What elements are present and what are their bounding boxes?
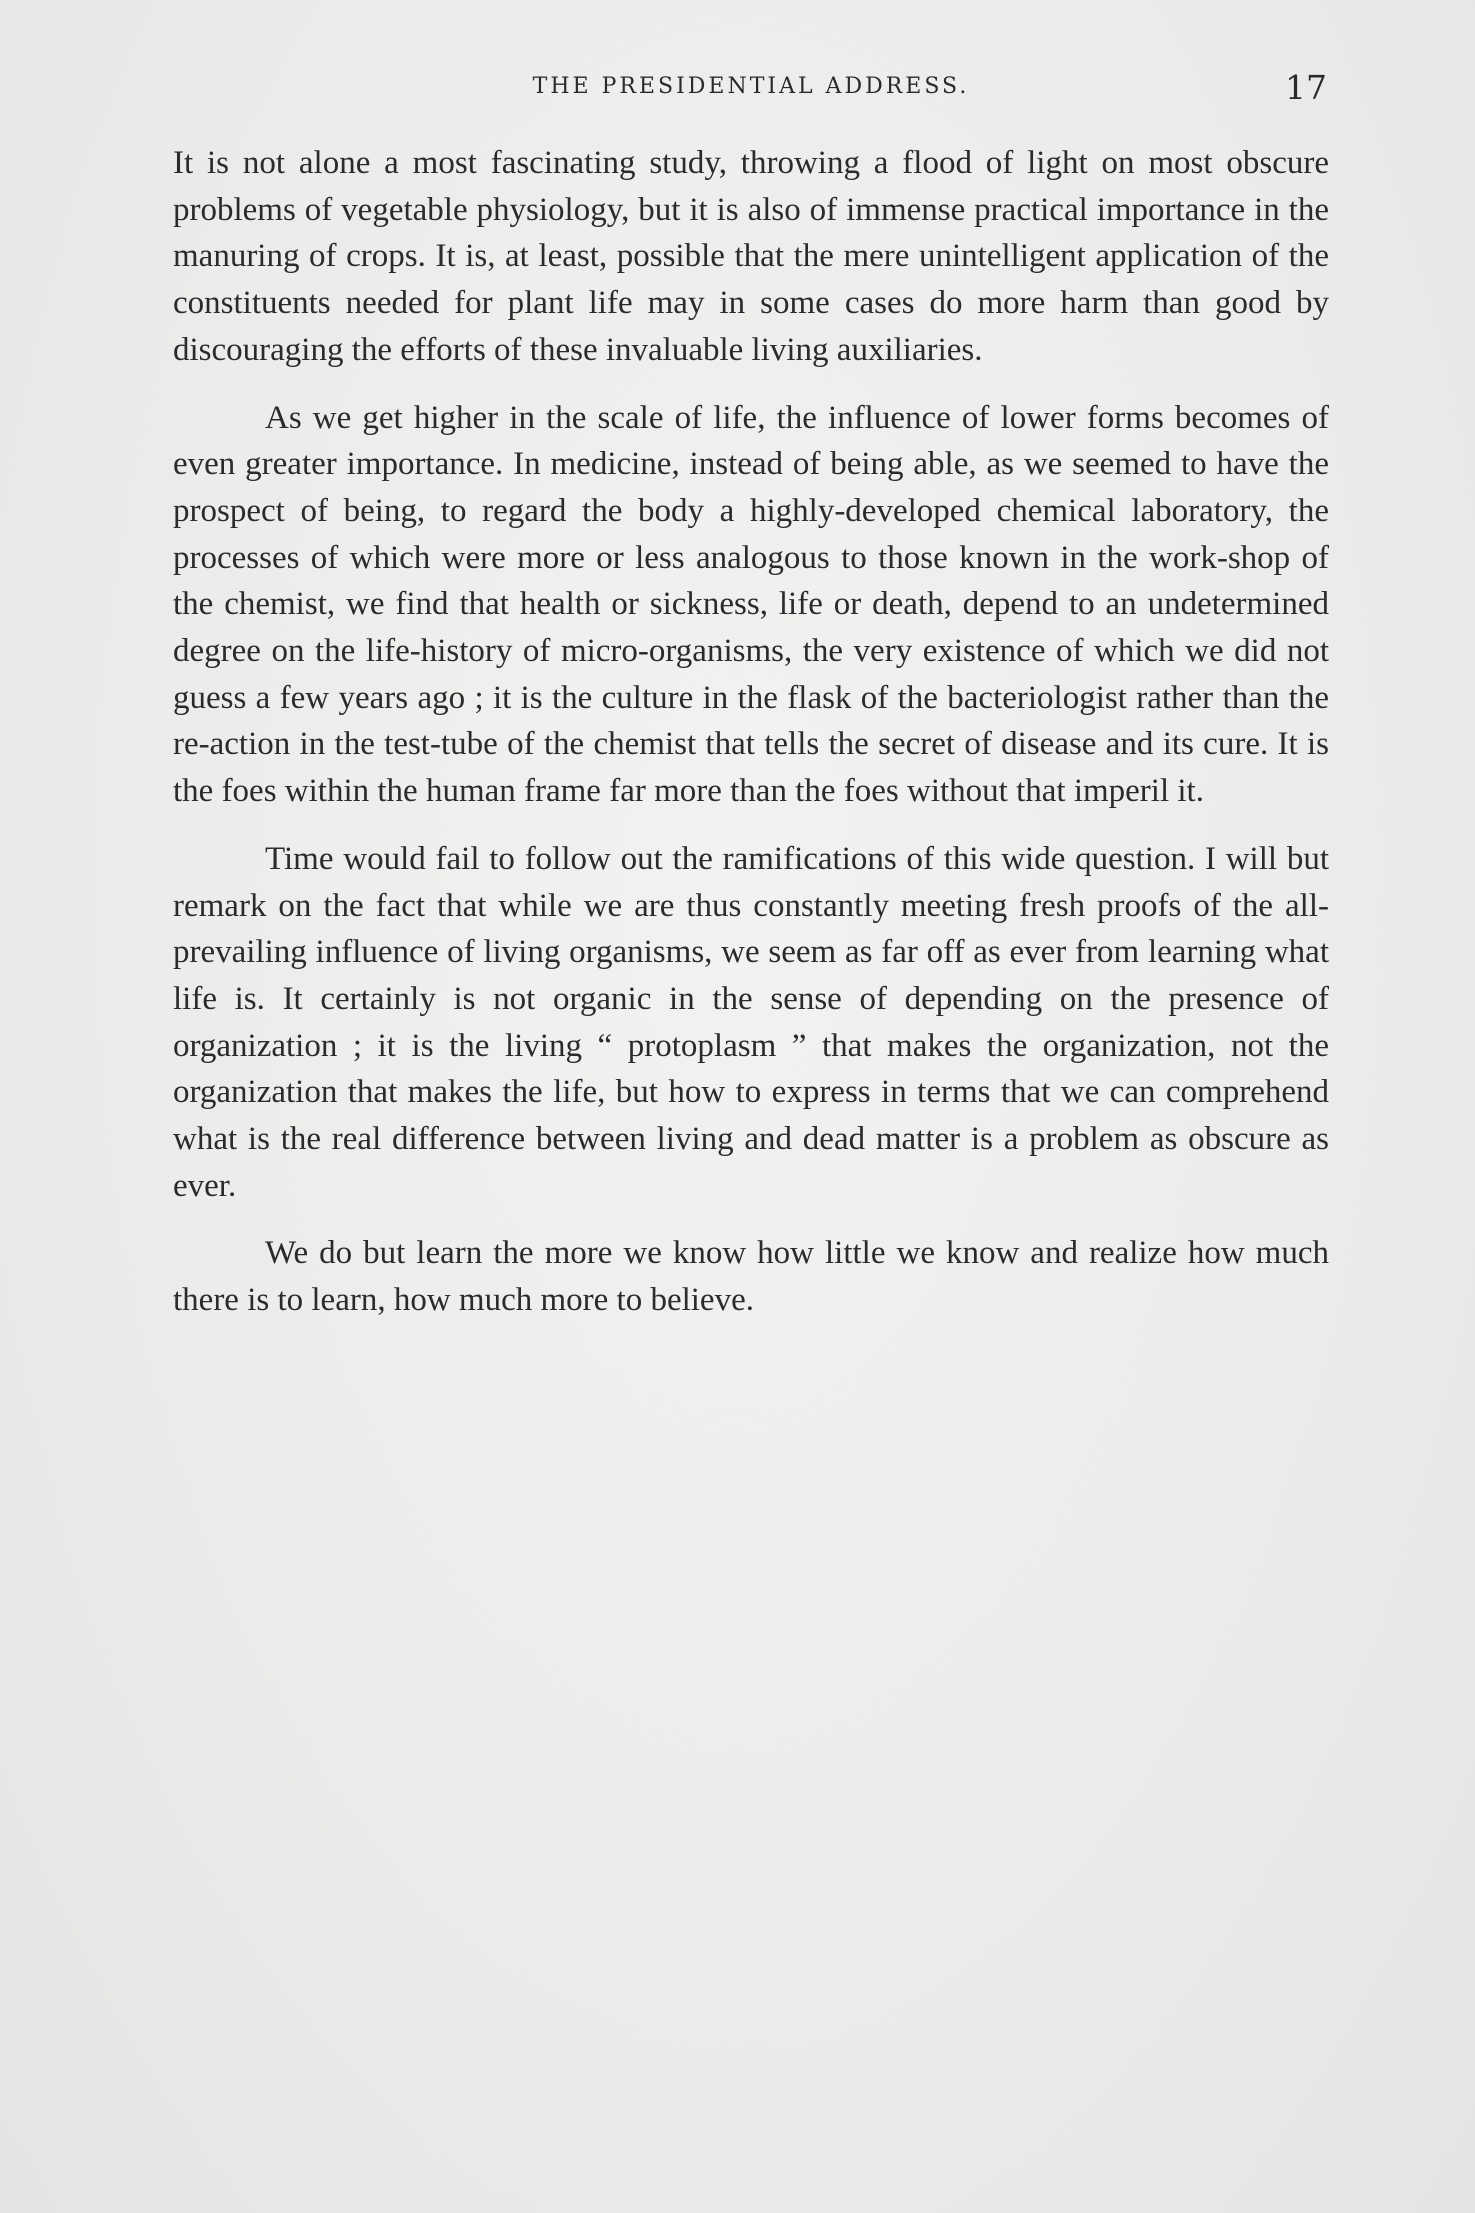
paragraph-microorganisms-crops: It is not alone a most fascinating study, throwing a flood of light on most obscure problems of vegetable physiology, but it is also of immense practical importance in the manuring of crops. It is, at least, possible that the mere unintelligent application of the constituents needed for plant life may in some cases do more harm than good by discouraging the efforts of these invaluable living auxiliaries. (173, 145, 1329, 368)
running-head (175, 68, 1327, 112)
body-text (173, 140, 1329, 1345)
running-title: THE PRESIDENTIAL ADDRESS. (532, 74, 970, 99)
paragraph-what-life-is: Time would fail to follow out the ramifications of this wide question. I will but remark on the fact that while we are thus constantly meeting fresh proofs of the all-prevailing influence of living organisms, we seem as far off as ever from learning what life is. It certainly is not organic in the sense of depending on the presence of organization ; it is the living “ protoplasm ” that makes the organization, not the organization that makes the life, but how to express in terms that we can comprehend what is the real difference between living and dead matter is a problem as obscure as ever. (173, 840, 1329, 1204)
paragraph-medicine: As we get higher in the scale of life, the influence of lower forms becomes of even greater importance. In medicine, instead of being able, as we seemed to have the prospect of being, to regard the body a highly-developed chemical laboratory, the processes of which were more or less analogous to those known in the work-shop of the chemist, we find that health or sickness, life or death, depend to an undetermined degree on the life-history of micro-organisms, the very existence of which we did not guess a few years ago ; it is the culture in the flask of the bacteriologist rather than the re-action in the test-tube of the chemist that tells the secret of disease and its cure. It is the foes within the human frame far more than the foes without that imperil it. (173, 399, 1329, 810)
page-number: 17 (1285, 68, 1327, 107)
paragraph-closing: We do but learn the more we know how little we know and realize how much there is to learn, how much more to believe. (173, 1235, 1329, 1319)
